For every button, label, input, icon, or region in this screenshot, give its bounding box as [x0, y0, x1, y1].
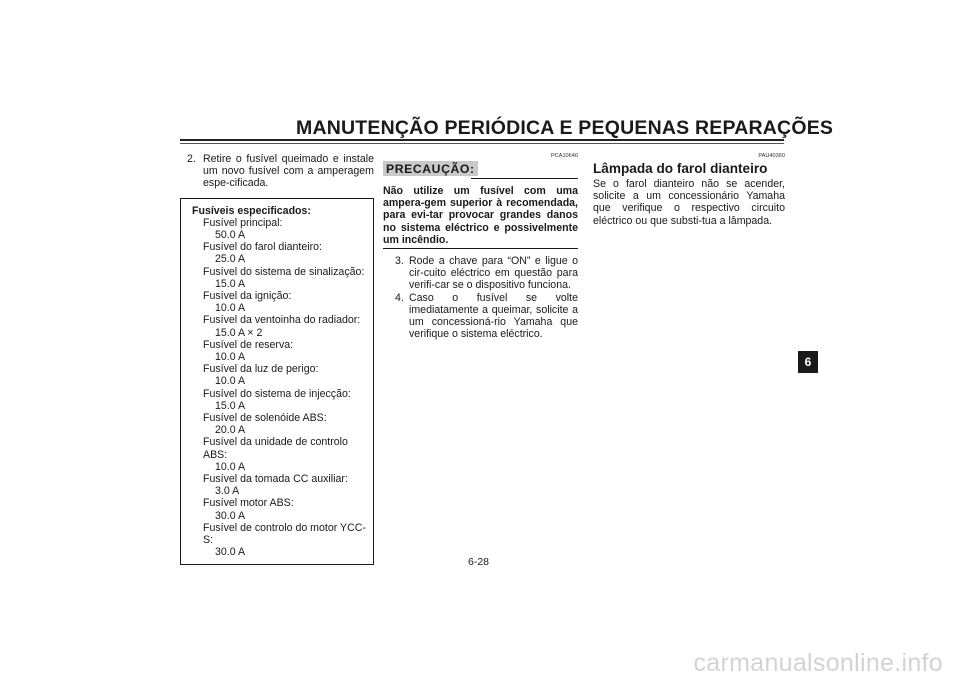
step-2	[180, 153, 374, 190]
caution-rule	[471, 178, 578, 179]
spec-value: 10.0 A	[215, 302, 246, 315]
spec-name: Fusível da ignição:	[203, 290, 292, 303]
spec-value: 15.0 A × 2	[215, 326, 263, 339]
caution-code: PCA10640	[550, 153, 578, 159]
spec-name: Fusível do sistema de sinalização:	[203, 265, 365, 278]
spec-name: Fusível da luz de perigo:	[203, 363, 319, 376]
watermark: carmanualsonline.info	[693, 649, 943, 677]
chapter-tab: 6	[798, 351, 818, 373]
spec-item	[192, 388, 367, 412]
spec-heading: Fusíveis especificados:	[192, 204, 311, 217]
spec-value: 50.0 A	[215, 229, 246, 242]
spec-name: Fusível da unidade de controlo ABS:	[203, 436, 348, 461]
spec-name: Fusível da ventoinha do radiador:	[203, 314, 361, 327]
spec-value: 10.0 A	[215, 351, 246, 364]
caution-header	[383, 161, 578, 180]
spec-item	[192, 522, 367, 559]
left-column	[180, 153, 374, 565]
step-text: Caso o fusível se volte imediatamente a queimar, solicite a um concessioná-rio Yamaha que verifique o sistema eléctrico.	[409, 291, 578, 341]
step-number: 4.	[395, 291, 404, 304]
spec-item	[192, 497, 367, 521]
right-column	[593, 153, 785, 227]
spec-name: Fusível de solenóide ABS:	[203, 412, 327, 425]
step-4	[383, 292, 578, 341]
spec-item	[192, 241, 367, 265]
spec-value: 10.0 A	[215, 375, 246, 388]
title-rule	[180, 139, 784, 141]
spec-name: Fusível motor ABS:	[203, 497, 294, 510]
step-number: 3.	[395, 255, 404, 268]
caution-label: PRECAUÇÃO:	[383, 161, 478, 176]
spec-value: 15.0 A	[215, 277, 246, 290]
spec-name: Fusível principal:	[203, 216, 283, 229]
section-heading: Lâmpada do farol dianteiro	[593, 161, 768, 176]
section-code: PAU40360	[758, 153, 785, 159]
spec-value: 30.0 A	[215, 509, 246, 522]
spec-item	[192, 473, 367, 497]
spec-item	[192, 217, 367, 241]
title-rule-thin	[180, 143, 784, 144]
spec-item	[192, 363, 367, 387]
spec-name: Fusível da tomada CC auxiliar:	[203, 473, 348, 486]
step-number: 2.	[187, 153, 196, 165]
spec-item	[192, 436, 367, 473]
step-text: Rode a chave para “ON” e ligue o cir-cuito eléctrico em questão para verifi-car se o dispositivo funciona.	[409, 255, 578, 292]
section-body: Se o farol dianteiro não se acender, solicite a um concessionário Yamaha que verifique o respectivo circuito eléctrico ou que substi-tua a lâmpada.	[593, 178, 785, 227]
spec-value: 25.0 A	[215, 253, 246, 266]
middle-column	[383, 153, 578, 340]
spec-item	[192, 266, 367, 290]
spec-value: 30.0 A	[215, 546, 246, 559]
step-3	[383, 255, 578, 292]
spec-item	[192, 339, 367, 363]
spec-name: Fusível do sistema de injecção:	[203, 387, 351, 400]
spec-item	[192, 290, 367, 314]
spec-value: 15.0 A	[215, 399, 246, 412]
page-title: MANUTENÇÃO PERIÓDICA E PEQUENAS REPARAÇÕES	[296, 117, 834, 139]
spec-value: 10.0 A	[215, 460, 246, 473]
spec-value: 3.0 A	[215, 485, 240, 498]
spec-value: 20.0 A	[215, 424, 246, 437]
step-text: Retire o fusível queimado e instale um novo fusível com a amperagem espe-cificada.	[203, 153, 374, 190]
spec-item	[192, 412, 367, 436]
spec-name: Fusível de controlo do motor YCC-S:	[203, 521, 366, 547]
spec-item	[192, 314, 367, 338]
spec-name: Fusível de reserva:	[203, 338, 294, 351]
fuse-spec-box	[180, 198, 374, 565]
caution-text: Não utilize um fusível com uma ampera-gem superior à recomendada, para evi-tar provocar grandes danos no sistema eléctrico e possivelmente um incêndio.	[383, 185, 578, 249]
spec-name: Fusível do farol dianteiro:	[203, 241, 322, 254]
page-number: 6-28	[468, 556, 490, 568]
